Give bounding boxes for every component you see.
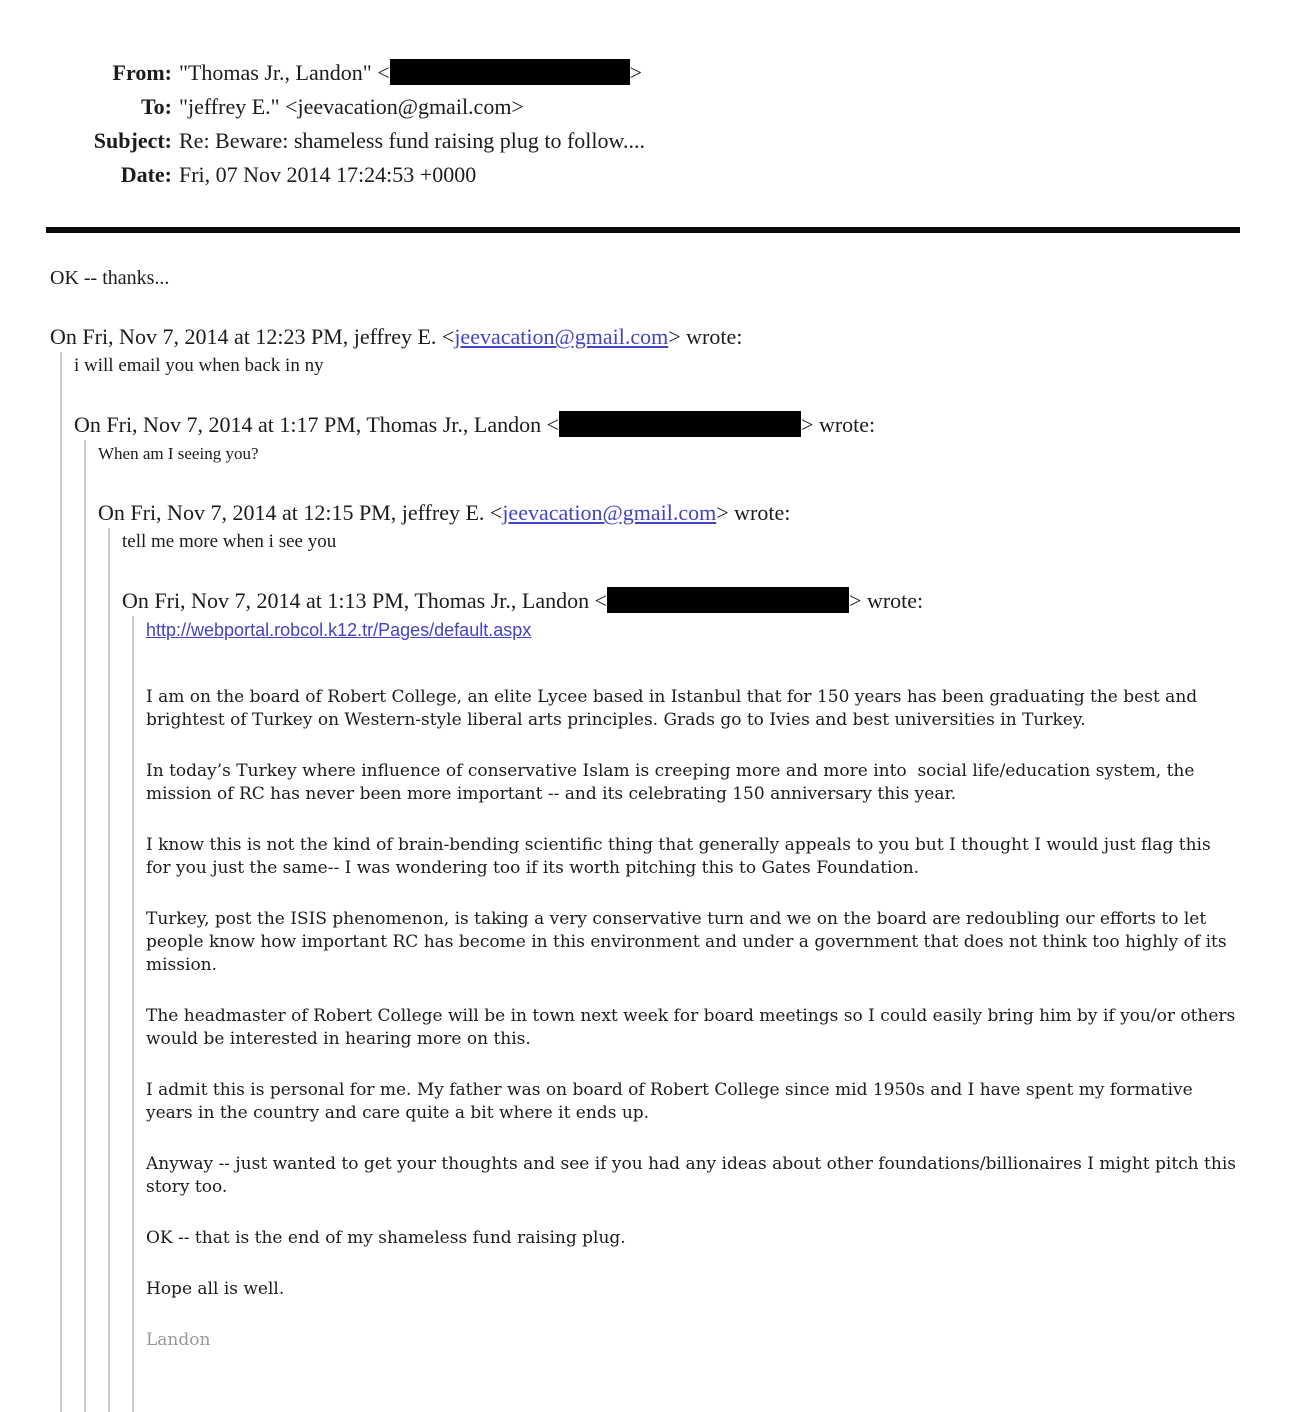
date-value: Fri, 07 Nov 2014 17:24:53 +0000 xyxy=(179,162,477,187)
body-paragraph: OK -- that is the end of my shameless fund raising plug. xyxy=(146,1228,626,1248)
clipped-bottom-spacer xyxy=(146,1352,1240,1412)
quote2-message: When am I seeing you? xyxy=(98,444,259,463)
body-paragraph: In today’s Turkey where influence of conservative Islam is creeping more and more into social life/education system, the mission of RC has never been more important -- and its celebrating 150 anniversary this year. xyxy=(146,761,1200,804)
body-paragraph: Anyway -- just wanted to get your thoughts and see if you had any ideas about other foundations/billionaires I might pitch this story too. xyxy=(146,1154,1242,1197)
quote1-message: i will email you when back in ny xyxy=(74,355,324,376)
email-link[interactable]: jeevacation@gmail.com xyxy=(502,500,717,525)
signature: Landon xyxy=(146,1330,211,1350)
date-label: Date: xyxy=(120,162,172,187)
quote-level-1 xyxy=(60,352,1240,1412)
opening-line: OK -- thanks... xyxy=(50,267,170,289)
redaction-bar xyxy=(559,411,801,437)
quote-level-2 xyxy=(84,440,1240,1412)
quote3-attribution: On Fri, Nov 7, 2014 at 12:15 PM, jeffrey E. <jeevacation@gmail.com> wrote: xyxy=(98,500,791,525)
header-date-row xyxy=(50,158,1240,192)
angle-open: < xyxy=(594,588,608,613)
quote4-attribution: On Fri, Nov 7, 2014 at 1:13 PM, Thomas Jr., Landon < > wrote: xyxy=(122,588,924,613)
quote2-attribution: On Fri, Nov 7, 2014 at 1:17 PM, Thomas Jr., Landon < > wrote: xyxy=(74,412,876,437)
quote3-message: tell me more when i see you xyxy=(122,531,337,552)
header-divider xyxy=(46,227,1240,233)
body-paragraph: I know this is not the kind of brain-bending scientific thing that generally appeals to you but I thought I would just flag this for you just the same-- I was wondering too if its worth pitching this to Gates Foundation. xyxy=(146,835,1217,878)
angle-close: > xyxy=(849,588,862,613)
body-paragraph: Turkey, post the ISIS phenomenon, is taking a very conservative turn and we on the board are redoubling our efforts to let people know how important RC has become in this environment and under a government that does not think too highly of its mission. xyxy=(146,909,1233,975)
angle-close: > xyxy=(801,412,814,437)
to-label: To: xyxy=(141,94,172,119)
quote-level-3 xyxy=(108,528,1240,1412)
webportal-link[interactable]: http://webportal.robcol.k12.tr/Pages/default.aspx xyxy=(146,620,532,640)
angle-open: < xyxy=(377,60,390,85)
webportal-link-line xyxy=(146,616,1240,646)
from-value xyxy=(179,56,1240,90)
header-to-row xyxy=(50,90,1240,124)
body-paragraph: Hope all is well. xyxy=(146,1279,285,1299)
from-label: From: xyxy=(112,60,172,85)
email-body xyxy=(50,264,1240,1412)
body-paragraph: I am on the board of Robert College, an elite Lycee based in Istanbul that for 150 years has been graduating the best and brightest of Turkey on Western-style liberal arts principles. Grads go to Ivies and best universities in Turkey. xyxy=(146,687,1203,730)
redaction-bar xyxy=(607,587,849,613)
quote-level-4 xyxy=(132,616,1240,1412)
redaction-bar xyxy=(390,59,630,85)
subject-value: Re: Beware: shameless fund raising plug to follow.... xyxy=(179,128,645,153)
angle-open: < xyxy=(546,412,560,437)
header-subject-row xyxy=(50,124,1240,158)
body-paragraph: I admit this is personal for me. My father was on board of Robert College since mid 1950s and I have spent my formative years in the country and care quite a bit where it ends up. xyxy=(146,1080,1199,1123)
quote1-attribution: On Fri, Nov 7, 2014 at 12:23 PM, jeffrey E. <jeevacation@gmail.com> wrote: xyxy=(50,324,743,349)
body-paragraph: The headmaster of Robert College will be in town next week for board meetings so I could easily bring him by if you/or others would be interested in hearing more on this. xyxy=(146,1006,1241,1049)
to-value: "jeffrey E." <jeevacation@gmail.com> xyxy=(179,94,524,119)
email-header xyxy=(50,56,1240,192)
header-from-row xyxy=(50,56,1240,90)
subject-label: Subject: xyxy=(93,128,172,153)
email-link[interactable]: jeevacation@gmail.com xyxy=(454,324,669,349)
from-name: "Thomas Jr., Landon" xyxy=(179,60,378,85)
angle-close: > xyxy=(629,60,643,85)
quoted-letter xyxy=(146,686,1240,1301)
